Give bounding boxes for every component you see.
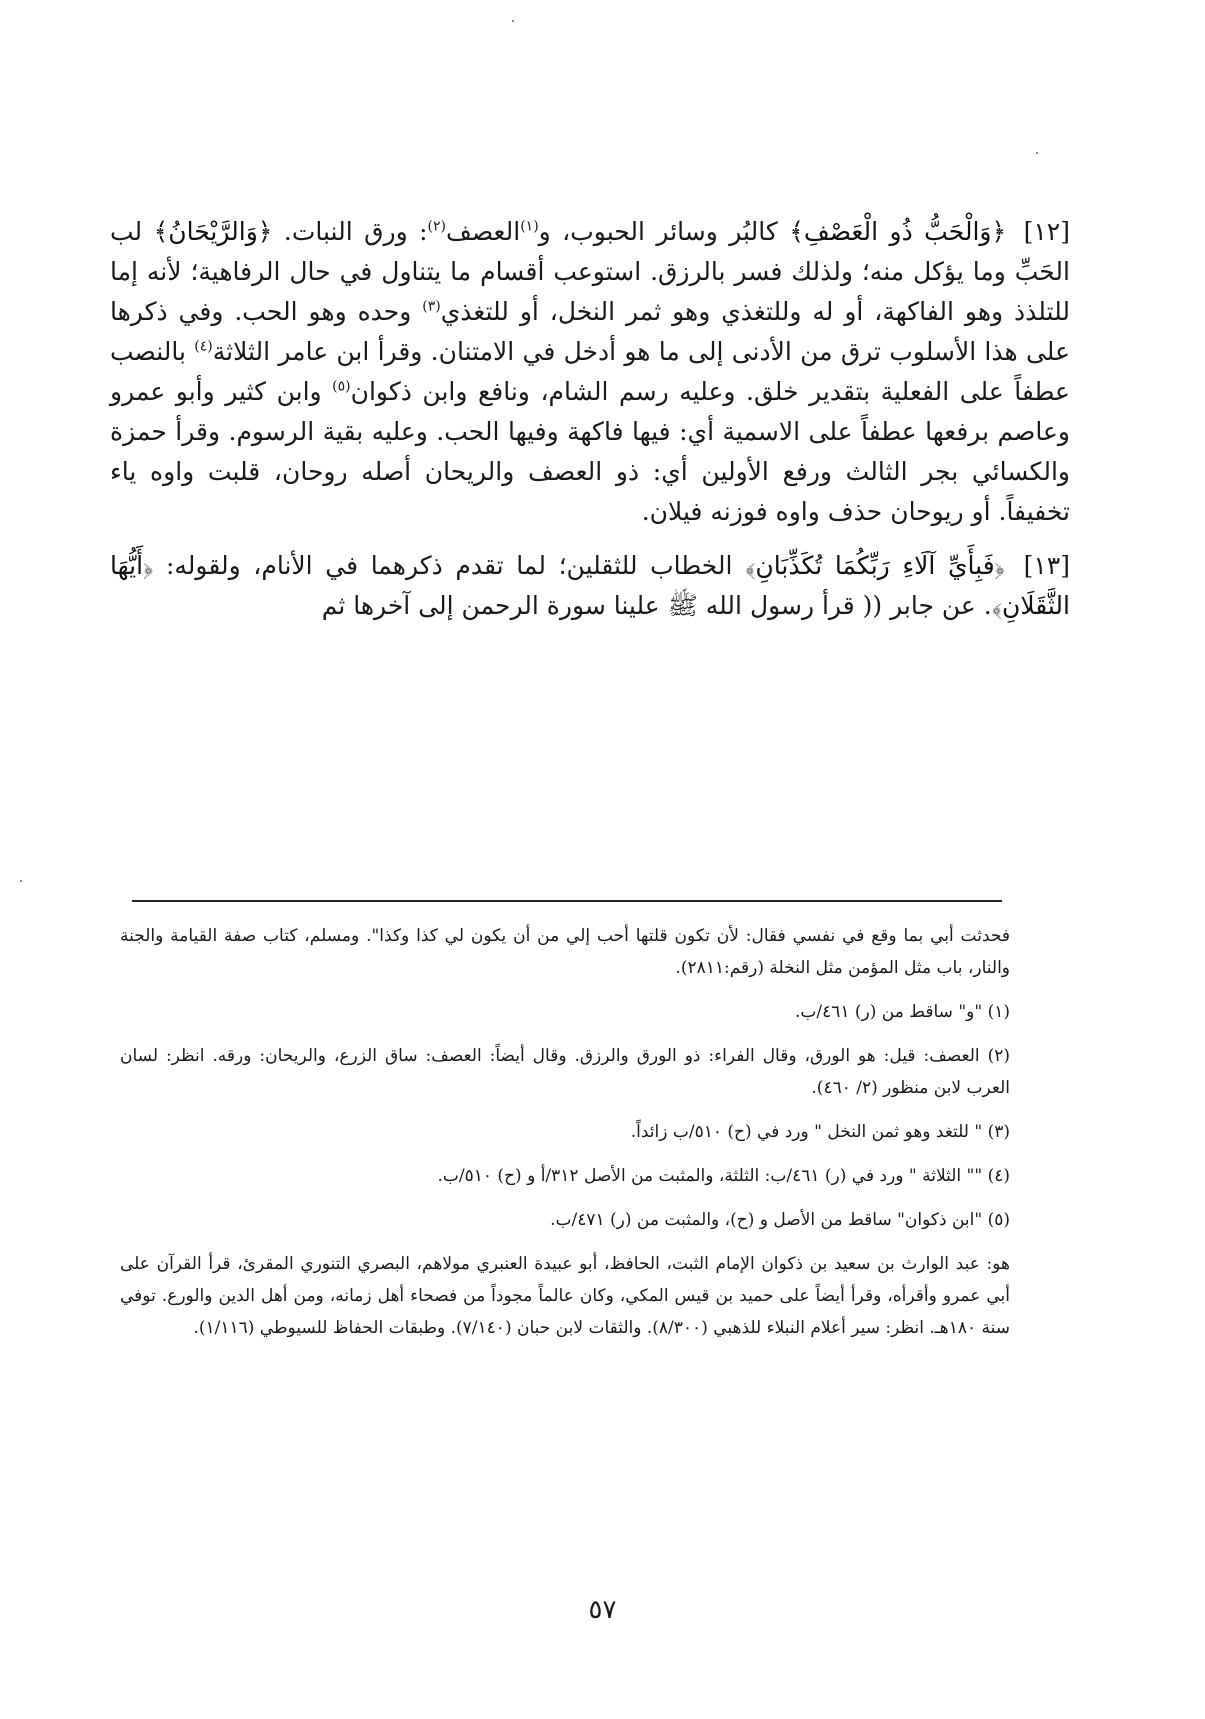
- text-run: بالنصب عطفاً على الفعلية بتقدير خلق. وعليه رسم الشام، ونافع وابن ذكوان: [110, 337, 1070, 406]
- text-run: كالبُر وسائر الحبوب، و: [538, 217, 790, 246]
- paragraph-verse-13: [110, 546, 1070, 626]
- scan-speck: [512, 20, 514, 22]
- footnote-3: (٣) " للتغد وهو ثمن النخل " ورد في (ح) ٥١٠/ب زائداً.: [630, 1122, 1010, 1142]
- text-run: الخطاب للثقلين؛ لما تقدم ذكرهما في الأنام، ولقوله:: [153, 551, 746, 580]
- footnote-ref[interactable]: (٣): [422, 298, 441, 315]
- paragraph-verse-12: [110, 212, 1070, 532]
- quran-quote: ﴿وَالْحَبُّ ذُو الْعَصْفِ﴾: [789, 217, 1007, 246]
- footnote-biography: هو: عبد الوارث بن سعيد بن ذكوان الإمام الثبت، الحافظ، أبو عبيدة العنبري مولاهم، البصري التنوري المقرئ، قرأ القرآن على أبي عمرو وأقرأه، وقرأ أيضاً على حميد بن قيس المكي، وكان عالماً مجوداً من فصحاء أهل زمانه، ومن أهل الدين والورع. توفي سنة ١٨٠هـ. انظر: سير أعلام النبلاء للذهبي (٨/٣٠٠). والثقات لابن حبان (٧/١٤٠). وطبقات الحفاظ للسيوطي (١/١١٦).: [120, 1254, 1010, 1338]
- footnote-5: (٥) "ابن ذكوان" ساقط من الأصل و (ح)، والمثبت من (ر) ٤٧١/ب.: [550, 1210, 1010, 1230]
- text-run: وابن كثير وأبو عمرو وعاصم برفعها عطفاً على الاسمية أي: فيها فاكهة وفيها الحب. وعليه بقية الرسوم. وقرأ حمزة والكسائي بجر الثالث ورفع الأولين أي: ذو العصف والريحان أصله روحان، قلبت واوه ياء تخفيفاً. أو ريوحان حذف واوه فوزنه فيلان.: [110, 377, 1070, 526]
- text-run: : ورق النبات.: [272, 217, 428, 246]
- footnote-4: (٤) "" الثلاثة " ورد في (ر) ٤٦١/ب: الثلثة، والمثبت من الأصل ٣١٢/أ و (ح) ٥١٠/ب.: [437, 1166, 1010, 1186]
- footnote-1: (١) "و" ساقط من (ر) ٤٦١/ب.: [794, 1002, 1010, 1022]
- verse-number: [١٢]: [1023, 217, 1070, 246]
- footnotes: [120, 920, 1010, 1356]
- footnote-divider: [132, 900, 1002, 902]
- footnote-2: (٢) العصف: قيل: هو الورق، وقال الفراء: ذو الورق والرزق. وقال أيضاً: العصف: ساق الزرع، والريحان: ورقه. انظر: لسان العرب لابن منظور (٢/ ٤٦٠).: [120, 1046, 1010, 1098]
- main-text: [110, 212, 1070, 640]
- footnote-ref[interactable]: (٤): [194, 338, 213, 355]
- verse-number: [١٣]: [1023, 551, 1070, 580]
- quran-quote: ﴿أَيُّهَا الثَّقَلَانِ﴾: [110, 551, 1070, 620]
- footnote-ref[interactable]: (٢): [427, 218, 446, 235]
- text-run: . عن جابر (( قرأ رسول الله ﷺ علينا سورة الرحمن إلى آخرها ثم: [321, 591, 992, 620]
- text-run: وحده وهو الحب. وفي ذكرها على هذا الأسلوب ترق من الأدنى إلى ما هو أدخل في الامتنان. وقرأ ابن عامر الثلاثة: [110, 297, 1070, 366]
- quran-quote: ﴿فَبِأَيِّ آلَاءِ رَبِّكُمَا تُكَذِّبَانِ﴾: [745, 551, 1005, 580]
- footnote-ref[interactable]: (١): [520, 218, 539, 235]
- scan-speck: [20, 880, 22, 882]
- scan-speck: [1036, 152, 1038, 154]
- text-run: لب الحَبِّ وما يؤكل منه؛ ولذلك فسر بالرزق. استوعب أقسام ما يتناول في حال الرفاهية؛ لأنه إما للتلذذ وهو الفاكهة، أو له وللتغذي وهو ثمر النخل، أو للتغذي: [110, 217, 1070, 326]
- text-run: العصف: [446, 217, 521, 246]
- quran-quote: ﴿وَالرَّيْحَانُ﴾: [153, 217, 273, 246]
- footnote-ref[interactable]: (٥): [332, 378, 351, 395]
- footnote-continuation: فحدثت أبي بما وقع في نفسي فقال: لأن تكون قلتها أحب إلي من أن يكون لي كذا وكذا". ومسلم، كتاب صفة القيامة والجنة والنار، باب مثل المؤمن مثل النخلة (رقم:٢٨١١).: [120, 926, 1010, 978]
- page-number: ٥٧: [588, 1595, 617, 1625]
